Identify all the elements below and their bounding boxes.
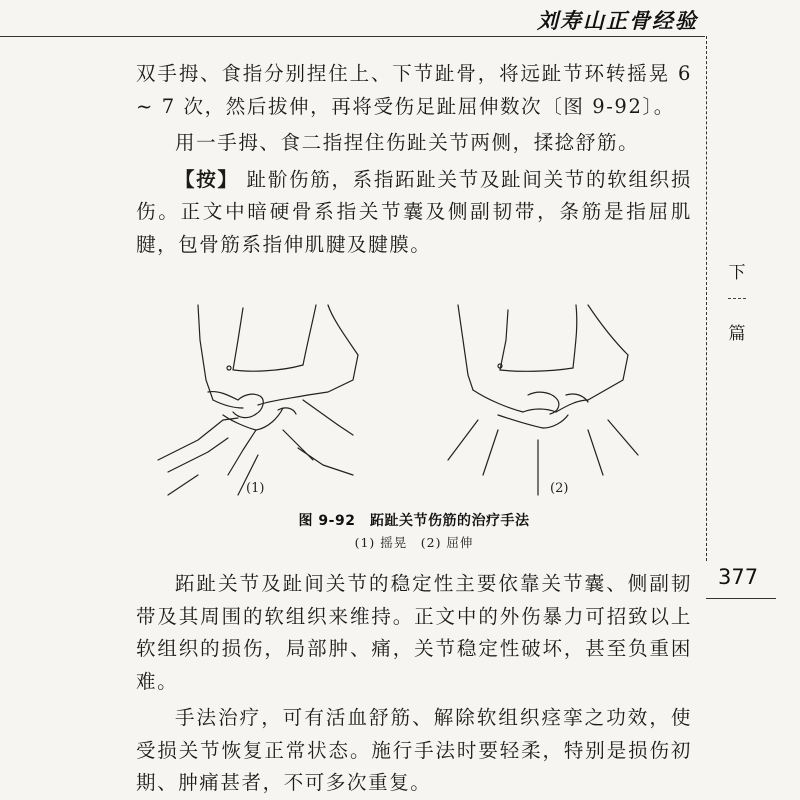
figure-2-drawing bbox=[448, 305, 638, 495]
upper-text bbox=[136, 58, 692, 261]
page-number-rule bbox=[706, 598, 776, 599]
figure-label-1: (1) bbox=[246, 481, 265, 496]
figure-label-2: (2) bbox=[550, 481, 569, 496]
note-key: 【按】 bbox=[175, 167, 239, 191]
figure-caption: 图 9-92 跖趾关节伤筋的治疗手法 bbox=[298, 513, 530, 529]
running-title: 刘寿山正骨经验 bbox=[537, 9, 698, 33]
paragraph-1: 双手拇、食指分别捏住上、下节趾骨，将远趾节环转摇晃 6 ~ 7 次，然后拔伸，再将受伤足趾屈伸数次〔图 9-92〕。 bbox=[136, 62, 692, 118]
figure-1-drawing bbox=[158, 305, 358, 495]
paragraph-3 bbox=[136, 164, 692, 262]
paragraph-5: 手法治疗，可有活血舒筋、解除软组织痉挛之功效，使受损关节恢复正常状态。施行手法时要轻柔，特别是损伤初期、肿痛甚者，不可多次重复。 bbox=[136, 706, 692, 794]
lower-text bbox=[136, 568, 692, 800]
paragraph-4: 跖趾关节及趾间关节的稳定性主要依靠关节囊、侧副韧带及其周围的软组织来维持。正文中的外伤暴力可招致以上软组织的损伤，局部肿、痛，关节稳定性破坏，甚至负重困难。 bbox=[136, 572, 692, 693]
page-number: 377 bbox=[718, 565, 759, 589]
section-tab-dash bbox=[728, 298, 746, 313]
treatment-illustration bbox=[138, 300, 694, 505]
paragraph-2: 用一手拇、食二指捏住伤趾关节两侧，揉捻舒筋。 bbox=[175, 131, 640, 154]
section-tab-bottom: 篇 bbox=[728, 324, 746, 344]
paragraph-3-text: 趾骱伤筋，系指跖趾关节及趾间关节的软组织损伤。正文中暗硬骨系指关节囊及侧副韧带，条筋是指屈肌腱，包骨筋系指伸肌腱及腱膜。 bbox=[136, 167, 692, 256]
section-tab-top: 下 bbox=[728, 263, 746, 283]
side-divider bbox=[706, 36, 707, 561]
figure-subcaption: (1) 摇晃 (2) 屈伸 bbox=[354, 535, 474, 550]
page-header bbox=[0, 0, 800, 38]
section-tab bbox=[722, 258, 752, 349]
header-rule bbox=[0, 36, 705, 37]
